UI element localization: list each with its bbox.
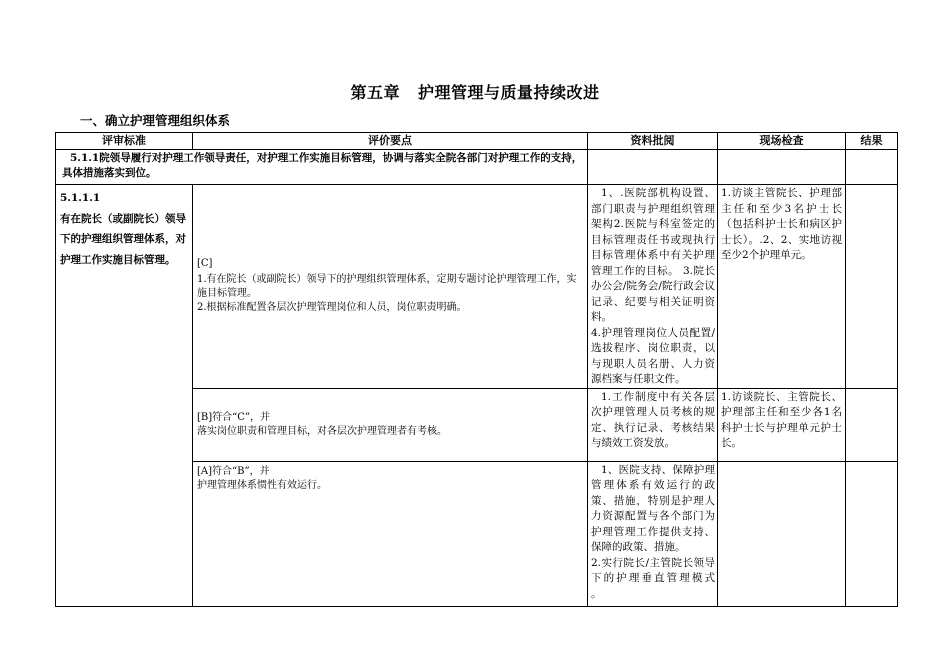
level-b-materials: 1.工作制度中有关各层次护理管理人员考核的规定、执行记录、考核结果与绩效工资发放。 [588,388,718,461]
section-heading: 一、确立护理管理组织体系 [80,113,231,128]
header-result: 结果 [846,133,898,150]
standard-code: 5.1.1.1 [60,192,101,204]
table-row [56,185,898,389]
level-a-points [193,461,588,606]
level-a-materials-2: 2.实行院长/主管院长领导下的护理垂直管理模式 。 [591,556,749,600]
level-c-site-check: 1.访谈主管院长、护理部主任和至少3名护士长（包括科护士长和病区护士长）。.2、2、实地访视至少2个护理单元。 [718,185,846,389]
level-a-label: [A]符合“B”，并 [197,465,270,477]
level-c-points [193,185,588,389]
evaluation-table [55,132,898,607]
level-a-point-1: 护理管理体系惯性有效运行。 [197,479,327,491]
level-a-materials [588,461,749,606]
level-a-materials-1: 1、医院支持、保障护理管理体系有效运行的政策、措施，特别是护理人力资源配置与各个部门为护理管理工作提供支持、保障的政策、措施。 [591,463,715,553]
chapter-number: 第五章 [350,83,400,102]
header-site-check: 现场检查 [718,133,846,150]
table-header-row [56,133,898,150]
empty-cell [718,150,846,185]
level-b-point-1: 落实岗位职责和管理目标，对各层次护理管理者有考核。 [197,425,447,437]
result-cell [846,388,898,461]
header-materials: 资料批阅 [588,133,718,150]
level-c-point-2: 2.根据标准配置各层次护理管理岗位和人员，岗位职责明确。 [197,302,467,314]
standard-cell [56,185,193,607]
page-title [0,80,950,103]
empty-cell [588,150,718,185]
level-c-label: [C] [197,258,213,270]
table-row [56,150,898,185]
clause-text: 5.1.1院领导履行对护理工作领导责任，对护理工作实施目标管理，协调与落实全院各部门对护理工作的支持，具体措施落实到位。 [56,150,588,185]
level-b-points [193,388,588,461]
level-c-materials [588,185,718,389]
result-cell [846,461,898,606]
level-c-materials-1: 1、.医院部机构设置、部门职责与护理组织管理架构2.医院与科室签定的目标管理责任书或现执行目标管理体系中有关护理管理工作的目标。 3.院长办公会/院务会/院行政会议记录、纪要与相关证明资料。 [591,187,715,323]
level-c-point-1: 1.有在院长（或副院长）领导下的护理组织管理体系，定期专题讨论护理管理工作，实施目标管理。 [197,274,577,300]
empty-cell [846,150,898,185]
level-c-materials-2: 4.护理管理岗位人员配置/选拔程序、岗位职责，以与现职人员名册、人力资源档案与任职文件。 [591,326,715,385]
level-b-label: [B]符合“C”，并 [197,411,271,423]
header-points: 评价要点 [193,133,588,150]
chapter-title: 护理管理与质量持续改进 [418,83,600,102]
header-standard: 评审标准 [56,133,193,150]
result-cell [846,185,898,389]
level-b-site-check: 1.访谈院长、主管院长、护理部主任和至少各1名科护士长与护理单元护士长。 [718,388,846,461]
standard-text: 有在院长（或副院长）领导下的护理组织管理体系，对护理工作实施目标管理。 [60,212,186,266]
empty-cell [718,461,846,606]
